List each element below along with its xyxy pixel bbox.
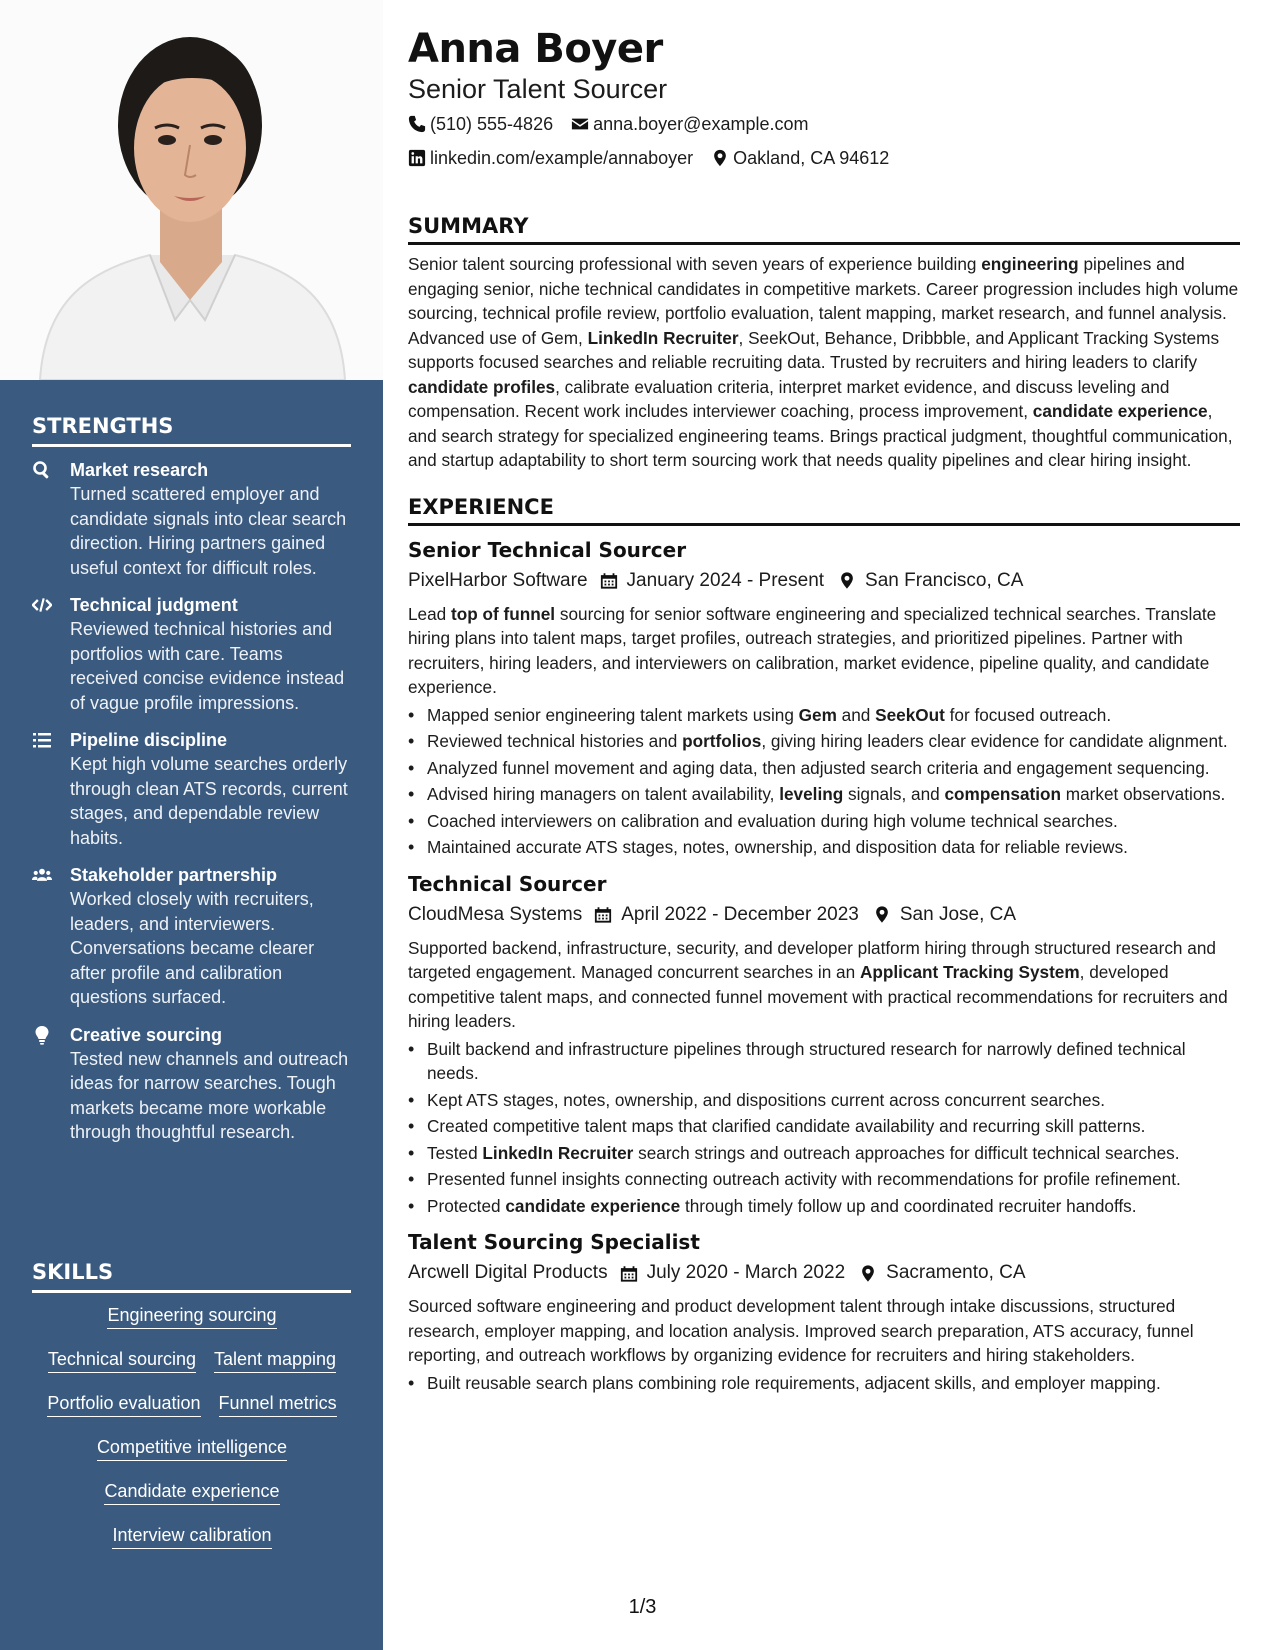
main-column: [408, 24, 1240, 1397]
strength-title: Market research: [70, 460, 209, 480]
job-location: Sacramento, CA: [886, 1262, 1026, 1283]
linkedin-contact[interactable]: [408, 142, 693, 174]
list-icon: [32, 728, 70, 850]
job-bullet: • Created competitive talent maps that clarified candidate availability and recurring skill patterns.: [408, 1114, 1240, 1139]
job-bullet: • Reviewed technical histories and portfolios, giving hiring leaders clear evidence for candidate alignment.: [408, 729, 1240, 754]
job-location: San Jose, CA: [899, 903, 1017, 925]
phone-contact[interactable]: [408, 108, 553, 140]
envelope-icon: [571, 115, 589, 133]
location-contact: [711, 142, 889, 174]
job-bullet: • Advised hiring managers on talent availability, leveling signals, and compensation market observations.: [408, 782, 1240, 807]
contact-row: [408, 108, 1240, 140]
sidebar: [0, 0, 383, 1650]
company-name: CloudMesa Systems: [408, 903, 583, 925]
skill-tag: Engineering sourcing: [107, 1303, 276, 1329]
map-pin-icon: [838, 571, 856, 590]
linkedin-url: linkedin.com/example/annaboyer: [430, 148, 694, 168]
job-entry: [408, 870, 1240, 1219]
job-meta: [408, 900, 1240, 930]
code-icon: [32, 593, 70, 715]
phone-icon: [408, 115, 426, 133]
strength-text: Reviewed technical histories and portfolios with care. Teams received concise evidence instead of vague profile impressions.: [70, 619, 345, 713]
summary-heading: SUMMARY: [408, 214, 1240, 245]
candidate-title: Senior Talent Sourcer: [408, 74, 668, 104]
job-bullet: • Mapped senior engineering talent markets using Gem and SeekOut for focused outreach.: [408, 703, 1240, 728]
map-pin-icon: [873, 905, 891, 924]
calendar-icon: [600, 571, 618, 590]
job-bullet: • Coached interviewers on calibration and evaluation during high volume technical searches.: [408, 809, 1240, 834]
map-pin-icon: [859, 1264, 877, 1283]
search-icon: [32, 458, 70, 580]
strength-title: Stakeholder partnership: [70, 865, 278, 885]
contact-row: [408, 142, 1240, 174]
company-name: Arcwell Digital Products: [408, 1262, 608, 1283]
job-bullet: • Kept ATS stages, notes, ownership, and dispositions current across concurrent searches.: [408, 1088, 1240, 1113]
candidate-name: Anna Boyer: [408, 26, 663, 72]
job-bullet: • Tested LinkedIn Recruiter search strings and outreach approaches for difficult technical searches.: [408, 1141, 1240, 1166]
job-bullets: [408, 1371, 1240, 1396]
job-dates: July 2020 - March 2022: [646, 1262, 846, 1283]
people-icon: [32, 863, 70, 1010]
skill-tag: Technical sourcing: [48, 1347, 196, 1373]
calendar-icon: [620, 1264, 638, 1283]
skill-tag: Talent mapping: [214, 1347, 336, 1373]
job-description: Lead top of funnel sourcing for senior software engineering and specialized technical searches. Translate hiring plans into talent maps, target profiles, outreach strategies, and prioritized pipelines. Partner with recruiters, hiring leaders, and interviewers on calibration, market evidence, pipeline quality, and candidate experience.: [408, 603, 1217, 697]
calendar-icon: [594, 905, 612, 924]
strength-item: [32, 1023, 352, 1145]
job-bullet: • Protected candidate experience through timely follow up and coordinated recruiter handoffs.: [408, 1194, 1240, 1219]
job-bullet: • Maintained accurate ATS stages, notes, ownership, and disposition data for reliable reviews.: [408, 835, 1240, 860]
strength-title: Creative sourcing: [70, 1024, 223, 1045]
job-dates: April 2022 - December 2023: [621, 903, 859, 925]
experience-heading: EXPERIENCE: [408, 495, 1240, 526]
job-bullets: [408, 703, 1240, 860]
summary-text: Senior talent sourcing professional with seven years of experience building engineering pipelines and engaging senior, niche technical candidates in competitive markets. Career progression includes high volume sourcing, technical profile review, portfolio evaluation, talent mapping, market research, and funnel analysis. Advanced use of Gem, LinkedIn Recruiter, SeekOut, Behance, Dribbble, and Applicant Tracking Systems supports focused searches and reliable recruiting data. Trusted by recruiters and hiring leaders to clarify candidate profiles, calibrate evaluation criteria, interpret market evidence, and discuss leveling and compensation. Recent work includes interviewer coaching, process improvement, candidate experience, and search strategy for specialized engineering teams. Brings practical judgment, thoughtful communication, and startup adaptability to short term sourcing work that needs quality pipelines and clear hiring insight.: [408, 254, 1239, 470]
strength-text: Tested new channels and outreach ideas for narrow searches. Tough markets became more workable through thoughtful research.: [70, 1048, 349, 1142]
skills-list: [32, 1303, 352, 1567]
job-bullets: [408, 1037, 1240, 1219]
strength-item: [32, 728, 352, 850]
job-location: San Francisco, CA: [865, 569, 1024, 591]
email-address: anna.boyer@example.com: [593, 114, 809, 134]
strength-item: [32, 458, 352, 580]
profile-photo: [0, 0, 383, 380]
lightbulb-icon: [32, 1023, 70, 1145]
job-title: Talent Sourcing Specialist: [408, 1230, 700, 1254]
location-text: Oakland, CA 94612: [733, 148, 890, 168]
job-entry: [408, 536, 1240, 860]
job-description: Supported backend, infrastructure, security, and developer platform hiring through structured research and targeted engagement. Managed concurrent searches in an Applicant Tracking System, developed competitive talent maps, and connected funnel movement with practical recommendations for recruiters and hiring leaders.: [408, 937, 1228, 1031]
strengths-heading: STRENGTHS: [32, 414, 351, 447]
job-dates: January 2024 - Present: [626, 569, 825, 591]
strength-title: Pipeline discipline: [70, 730, 228, 750]
experience-list: [408, 536, 1240, 1396]
skill-tag: Competitive intelligence: [97, 1435, 287, 1461]
strength-text: Kept high volume searches orderly through clean ATS records, current stages, and dependable review habits.: [70, 754, 348, 848]
skill-tag: Portfolio evaluation: [47, 1391, 200, 1417]
skills-heading: SKILLS: [32, 1260, 351, 1293]
strength-item: [32, 863, 352, 1010]
strength-title: Technical judgment: [70, 595, 238, 615]
strength-item: [32, 593, 352, 715]
job-meta: [408, 1258, 1240, 1288]
job-description: Sourced software engineering and product development talent through intake discussions, structured research, employer mapping, and location analysis. Improved search preparation, ATS accuracy, funnel reporting, and outreach workflows by organizing evidence for recruiters and hiring stakeholders.: [408, 1296, 1194, 1365]
skill-tag: Funnel metrics: [219, 1391, 337, 1417]
strength-text: Turned scattered employer and candidate signals into clear search direction. Hiring partners gained useful context for difficult roles.: [70, 484, 347, 578]
email-contact[interactable]: [571, 108, 808, 140]
job-meta: [408, 566, 1240, 596]
job-title: Technical Sourcer: [408, 871, 607, 896]
job-bullet: • Built reusable search plans combining role requirements, adjacent skills, and employer mapping.: [408, 1371, 1240, 1396]
skill-tag: Interview calibration: [112, 1523, 271, 1549]
strength-text: Worked closely with recruiters, leaders, and interviewers. Conversations became clearer after profile and calibration questions surfaced.: [70, 889, 315, 1007]
job-title: Senior Technical Sourcer: [408, 537, 687, 562]
page-number: 1/3: [628, 1596, 657, 1618]
strengths-list: [32, 458, 352, 1158]
skill-tag: Candidate experience: [104, 1479, 279, 1505]
job-bullet: • Analyzed funnel movement and aging data, then adjusted search criteria and engagement sequencing.: [408, 756, 1240, 781]
job-bullet: • Built backend and infrastructure pipelines through structured research for narrowly defined technical needs.: [408, 1037, 1240, 1086]
phone-number: (510) 555-4826: [430, 114, 554, 134]
map-pin-icon: [711, 149, 729, 167]
linkedin-icon: [408, 149, 426, 167]
job-entry: [408, 1228, 1240, 1395]
company-name: PixelHarbor Software: [408, 569, 588, 591]
job-bullet: • Presented funnel insights connecting outreach activity with recommendations for profile refinement.: [408, 1167, 1240, 1192]
